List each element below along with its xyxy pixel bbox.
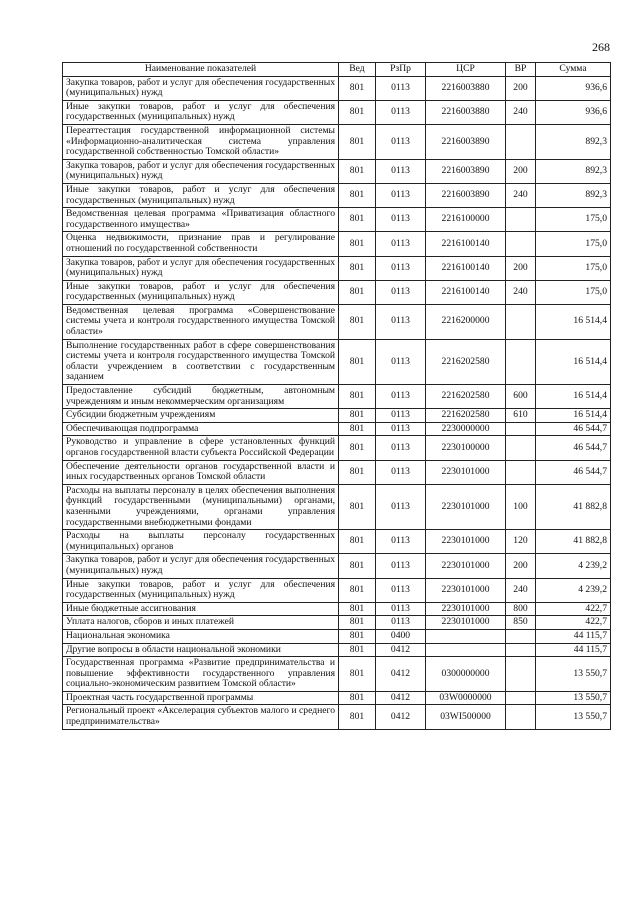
- cell-sum: 175,0: [536, 256, 611, 280]
- cell-name: Закупка товаров, работ и услуг для обеспечения государственных (муниципальных) нужд: [63, 159, 339, 183]
- table-row: [63, 554, 611, 578]
- cell-sum: 16 514,4: [536, 409, 611, 423]
- cell-vr: 200: [506, 159, 536, 183]
- cell-sum: 46 544,7: [536, 460, 611, 484]
- cell-sum: 16 514,4: [536, 339, 611, 384]
- cell-vr: [506, 657, 536, 692]
- cell-vr: [506, 124, 536, 159]
- cell-sum: 16 514,4: [536, 385, 611, 409]
- cell-sum: 4 239,2: [536, 578, 611, 602]
- cell-ved: 801: [339, 76, 376, 100]
- cell-name: Иные закупки товаров, работ и услуг для обеспечения государственных (муниципальных) нужд: [63, 183, 339, 207]
- cell-ved: 801: [339, 232, 376, 256]
- budget-table: [62, 62, 611, 730]
- table-row: [63, 436, 611, 460]
- cell-name: Государственная программа «Развитие предпринимательства и повышение эффективности государственного управления социально-экономическим развитием Томской области»: [63, 657, 339, 692]
- cell-ved: 801: [339, 100, 376, 124]
- cell-csr: 2216202580: [426, 385, 506, 409]
- table-row: [63, 530, 611, 554]
- cell-rzpr: 0412: [376, 705, 426, 729]
- cell-sum: 41 882,8: [536, 484, 611, 529]
- cell-csr: 2230101000: [426, 616, 506, 630]
- cell-csr: [426, 643, 506, 657]
- table-row: [63, 422, 611, 436]
- cell-vr: 120: [506, 530, 536, 554]
- cell-rzpr: 0113: [376, 76, 426, 100]
- cell-ved: 801: [339, 629, 376, 643]
- table-row: [63, 159, 611, 183]
- cell-csr: 0300000000: [426, 657, 506, 692]
- cell-name: Переаттестация государственной информационной системы «Информационно-аналитическая система управления государственной собственностью Томской области»: [63, 124, 339, 159]
- cell-vr: 800: [506, 602, 536, 616]
- cell-name: Закупка товаров, работ и услуг для обеспечения государственных (муниципальных) нужд: [63, 554, 339, 578]
- cell-rzpr: 0400: [376, 629, 426, 643]
- cell-sum: 13 550,7: [536, 705, 611, 729]
- cell-name: Другие вопросы в области национальной экономики: [63, 643, 339, 657]
- cell-name: Иные закупки товаров, работ и услуг для обеспечения государственных (муниципальных) нужд: [63, 100, 339, 124]
- table-row: [63, 629, 611, 643]
- cell-csr: 2230000000: [426, 422, 506, 436]
- cell-sum: 175,0: [536, 232, 611, 256]
- cell-ved: 801: [339, 616, 376, 630]
- cell-csr: 2230101000: [426, 578, 506, 602]
- cell-ved: 801: [339, 339, 376, 384]
- cell-name: Иные закупки товаров, работ и услуг для обеспечения государственных (муниципальных) нужд: [63, 578, 339, 602]
- cell-ved: 801: [339, 554, 376, 578]
- cell-rzpr: 0113: [376, 484, 426, 529]
- table-row: [63, 208, 611, 232]
- cell-rzpr: 0113: [376, 280, 426, 304]
- cell-sum: 892,3: [536, 159, 611, 183]
- cell-ved: 801: [339, 460, 376, 484]
- table-row: [63, 256, 611, 280]
- cell-csr: 2216003890: [426, 183, 506, 207]
- cell-csr: 2230101000: [426, 460, 506, 484]
- cell-csr: 2216202580: [426, 409, 506, 423]
- cell-sum: 892,3: [536, 124, 611, 159]
- cell-csr: 2216003880: [426, 100, 506, 124]
- cell-name: Обеспечивающая подпрограмма: [63, 422, 339, 436]
- cell-csr: 2230101000: [426, 554, 506, 578]
- cell-ved: 801: [339, 280, 376, 304]
- cell-sum: 422,7: [536, 602, 611, 616]
- cell-rzpr: 0113: [376, 436, 426, 460]
- cell-ved: 801: [339, 159, 376, 183]
- cell-sum: 44 115,7: [536, 629, 611, 643]
- table-body: [63, 76, 611, 729]
- header-csr: ЦСР: [426, 63, 506, 77]
- cell-name: Закупка товаров, работ и услуг для обеспечения государственных (муниципальных) нужд: [63, 256, 339, 280]
- cell-rzpr: 0412: [376, 657, 426, 692]
- cell-sum: 41 882,8: [536, 530, 611, 554]
- cell-rzpr: 0113: [376, 183, 426, 207]
- cell-ved: 801: [339, 208, 376, 232]
- cell-vr: 850: [506, 616, 536, 630]
- cell-csr: 2216003880: [426, 76, 506, 100]
- cell-name: Иные бюджетные ассигнования: [63, 602, 339, 616]
- cell-csr: 2216100140: [426, 232, 506, 256]
- cell-rzpr: 0113: [376, 256, 426, 280]
- cell-ved: 801: [339, 578, 376, 602]
- table-row: [63, 602, 611, 616]
- cell-name: Ведомственная целевая программа «Совершенствование системы учета и контроля государственного имущества Томской области»: [63, 304, 339, 339]
- cell-name: Обеспечение деятельности органов государственной власти и иных государственных органов Томской области: [63, 460, 339, 484]
- cell-rzpr: 0113: [376, 159, 426, 183]
- table-row: [63, 691, 611, 705]
- cell-csr: [426, 629, 506, 643]
- cell-sum: 46 544,7: [536, 422, 611, 436]
- cell-vr: [506, 339, 536, 384]
- cell-rzpr: 0113: [376, 602, 426, 616]
- cell-rzpr: 0113: [376, 578, 426, 602]
- cell-vr: [506, 705, 536, 729]
- cell-ved: 801: [339, 657, 376, 692]
- cell-vr: [506, 460, 536, 484]
- cell-csr: 2216003890: [426, 124, 506, 159]
- cell-csr: 2230101000: [426, 602, 506, 616]
- cell-ved: 801: [339, 530, 376, 554]
- table-row: [63, 409, 611, 423]
- cell-csr: 2230100000: [426, 436, 506, 460]
- cell-sum: 936,6: [536, 76, 611, 100]
- table-row: [63, 657, 611, 692]
- page-number: 268: [592, 40, 610, 54]
- cell-vr: [506, 208, 536, 232]
- cell-csr: 2216003890: [426, 159, 506, 183]
- cell-vr: [506, 691, 536, 705]
- cell-vr: 610: [506, 409, 536, 423]
- cell-ved: 801: [339, 385, 376, 409]
- cell-ved: 801: [339, 705, 376, 729]
- cell-ved: 801: [339, 484, 376, 529]
- table-row: [63, 232, 611, 256]
- cell-name: Руководство и управление в сфере установленных функций органов государственной власти субъекта Российской Федерации: [63, 436, 339, 460]
- table-row: [63, 385, 611, 409]
- cell-ved: 801: [339, 602, 376, 616]
- cell-ved: 801: [339, 304, 376, 339]
- cell-vr: [506, 643, 536, 657]
- cell-rzpr: 0113: [376, 232, 426, 256]
- cell-name: Уплата налогов, сборов и иных платежей: [63, 616, 339, 630]
- cell-ved: 801: [339, 691, 376, 705]
- cell-vr: 200: [506, 76, 536, 100]
- table-row: [63, 304, 611, 339]
- table-row: [63, 124, 611, 159]
- cell-rzpr: 0113: [376, 385, 426, 409]
- table-row: [63, 76, 611, 100]
- cell-name: Предоставление субсидий бюджетным, автономным учреждениям и иным некоммерческим организациям: [63, 385, 339, 409]
- cell-name: Иные закупки товаров, работ и услуг для обеспечения государственных (муниципальных) нужд: [63, 280, 339, 304]
- table-row: [63, 280, 611, 304]
- table-row: [63, 705, 611, 729]
- cell-csr: 2216100140: [426, 256, 506, 280]
- cell-name: Национальная экономика: [63, 629, 339, 643]
- cell-rzpr: 0113: [376, 409, 426, 423]
- header-sum: Сумма: [536, 63, 611, 77]
- header-vr: ВР: [506, 63, 536, 77]
- table-row: [63, 643, 611, 657]
- cell-csr: 2230101000: [426, 530, 506, 554]
- cell-vr: 240: [506, 280, 536, 304]
- table-row: [63, 460, 611, 484]
- cell-name: Расходы на выплаты персоналу в целях обеспечения выполнения функций государственными (муниципальными) органами, казенными учреждениями, органами управления государственными внебюджетными фондами: [63, 484, 339, 529]
- cell-name: Проектная часть государственной программы: [63, 691, 339, 705]
- table-row: [63, 100, 611, 124]
- cell-name: Выполнение государственных работ в сфере совершенствования системы учета и контроля государственного имущества Томской области учреждением в соответствии с государственным заданием: [63, 339, 339, 384]
- cell-csr: 2230101000: [426, 484, 506, 529]
- cell-rzpr: 0113: [376, 616, 426, 630]
- cell-ved: 801: [339, 256, 376, 280]
- cell-rzpr: 0113: [376, 339, 426, 384]
- cell-vr: 100: [506, 484, 536, 529]
- cell-vr: [506, 422, 536, 436]
- cell-rzpr: 0113: [376, 530, 426, 554]
- cell-csr: 2216100140: [426, 280, 506, 304]
- cell-csr: 2216200000: [426, 304, 506, 339]
- cell-vr: [506, 629, 536, 643]
- header-rzpr: РзПр: [376, 63, 426, 77]
- cell-vr: 600: [506, 385, 536, 409]
- cell-sum: 175,0: [536, 208, 611, 232]
- cell-sum: 892,3: [536, 183, 611, 207]
- cell-sum: 46 544,7: [536, 436, 611, 460]
- header-ved: Вед: [339, 63, 376, 77]
- cell-vr: [506, 436, 536, 460]
- cell-vr: [506, 304, 536, 339]
- cell-sum: 13 550,7: [536, 657, 611, 692]
- table-row: [63, 578, 611, 602]
- cell-rzpr: 0113: [376, 554, 426, 578]
- cell-sum: 422,7: [536, 616, 611, 630]
- cell-name: Оценка недвижимости, признание прав и регулирование отношений по государственной собственности: [63, 232, 339, 256]
- cell-vr: 200: [506, 554, 536, 578]
- cell-rzpr: 0113: [376, 100, 426, 124]
- cell-vr: 200: [506, 256, 536, 280]
- cell-csr: 2216202580: [426, 339, 506, 384]
- cell-sum: 16 514,4: [536, 304, 611, 339]
- cell-ved: 801: [339, 436, 376, 460]
- cell-sum: 44 115,7: [536, 643, 611, 657]
- cell-ved: 801: [339, 124, 376, 159]
- table-row: [63, 484, 611, 529]
- cell-sum: 175,0: [536, 280, 611, 304]
- table-row: [63, 339, 611, 384]
- cell-vr: 240: [506, 578, 536, 602]
- cell-sum: 4 239,2: [536, 554, 611, 578]
- cell-vr: [506, 232, 536, 256]
- cell-vr: 240: [506, 100, 536, 124]
- table-row: [63, 183, 611, 207]
- cell-rzpr: 0113: [376, 460, 426, 484]
- cell-vr: 240: [506, 183, 536, 207]
- cell-sum: 13 550,7: [536, 691, 611, 705]
- cell-rzpr: 0412: [376, 643, 426, 657]
- cell-ved: 801: [339, 409, 376, 423]
- cell-name: Ведомственная целевая программа «Приватизация областного государственного имущества»: [63, 208, 339, 232]
- table-row: [63, 616, 611, 630]
- cell-csr: 03WI500000: [426, 705, 506, 729]
- cell-csr: 03W0000000: [426, 691, 506, 705]
- cell-rzpr: 0113: [376, 304, 426, 339]
- cell-rzpr: 0412: [376, 691, 426, 705]
- cell-ved: 801: [339, 183, 376, 207]
- cell-rzpr: 0113: [376, 124, 426, 159]
- cell-name: Субсидии бюджетным учреждениям: [63, 409, 339, 423]
- cell-csr: 2216100000: [426, 208, 506, 232]
- cell-name: Расходы на выплаты персоналу государственных (муниципальных) органов: [63, 530, 339, 554]
- cell-ved: 801: [339, 422, 376, 436]
- cell-ved: 801: [339, 643, 376, 657]
- cell-rzpr: 0113: [376, 422, 426, 436]
- table-header-row: [63, 63, 611, 77]
- cell-name: Региональный проект «Акселерация субъектов малого и среднего предпринимательства»: [63, 705, 339, 729]
- cell-sum: 936,6: [536, 100, 611, 124]
- cell-name: Закупка товаров, работ и услуг для обеспечения государственных (муниципальных) нужд: [63, 76, 339, 100]
- header-name: Наименование показателей: [63, 63, 339, 77]
- cell-rzpr: 0113: [376, 208, 426, 232]
